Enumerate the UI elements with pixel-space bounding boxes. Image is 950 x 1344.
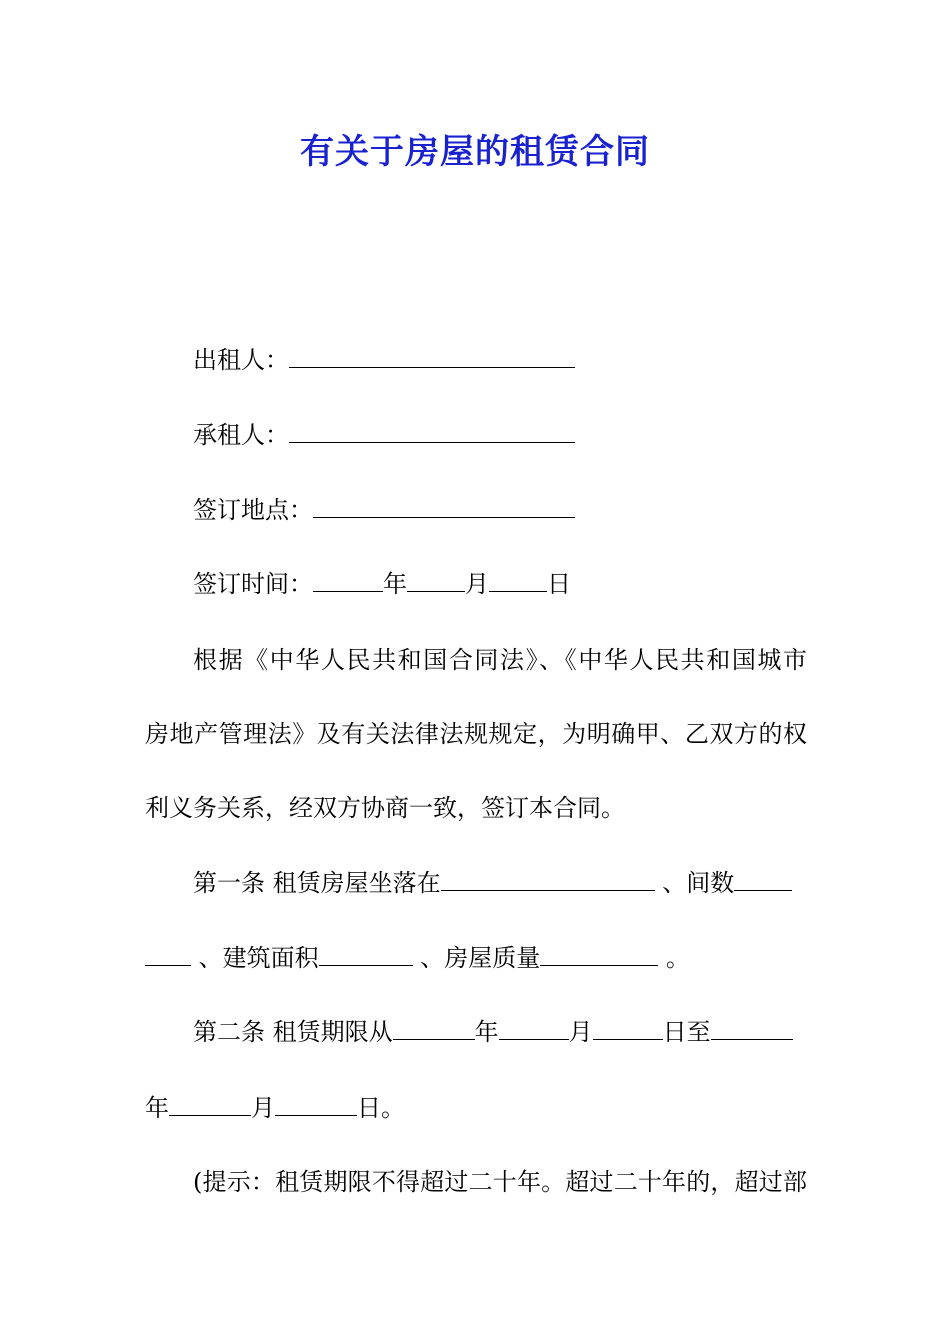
start-year-label: 年 [474, 1018, 499, 1046]
start-month-label: 月 [568, 1018, 593, 1046]
article-2-lead: 第二条 租赁期限从 [193, 1018, 393, 1046]
lessor-blank[interactable] [289, 345, 575, 368]
start-month-blank[interactable] [499, 1017, 569, 1040]
signing-month-blank[interactable] [407, 569, 465, 592]
lessor-label: 出租人： [193, 346, 289, 374]
signing-year-blank[interactable] [313, 569, 383, 592]
location-blank[interactable] [441, 868, 655, 891]
start-year-blank[interactable] [393, 1017, 475, 1040]
note-line-1: (提示：租赁期限不得超过二十年。超过二十年的，超过部 [193, 1168, 807, 1196]
article-1-end: 。 [665, 944, 690, 972]
quality-blank[interactable] [540, 943, 658, 966]
area-label: 、建筑面积 [198, 944, 319, 972]
article-2-line-1 [193, 1014, 807, 1050]
article-1-line-1 [193, 865, 807, 901]
end-month-label: 月 [251, 1094, 275, 1122]
preamble-line-3: 利义务关系，经双方协商一致，签订本合同。 [145, 794, 625, 822]
article-2-line-2 [145, 1090, 807, 1126]
lessor-line [193, 342, 807, 378]
start-day-blank[interactable] [593, 1017, 663, 1040]
area-blank[interactable] [319, 943, 413, 966]
day-label: 日 [547, 570, 571, 598]
rooms-blank-part1[interactable] [734, 868, 792, 891]
end-year-label: 年 [145, 1094, 169, 1122]
signing-place-blank[interactable] [313, 495, 575, 518]
rooms-label: 、间数 [662, 869, 735, 897]
signing-time-line [193, 566, 807, 602]
quality-label: 、房屋质量 [420, 944, 541, 972]
month-label: 月 [465, 570, 489, 598]
preamble-line-2: 房地产管理法》及有关法律法规规定，为明确甲、乙双方的权 [145, 720, 807, 748]
article-1-line-2 [145, 940, 807, 976]
end-year-blank[interactable] [711, 1017, 793, 1040]
end-day-blank[interactable] [275, 1093, 357, 1116]
article-1-lead: 第一条 租赁房屋坐落在 [193, 869, 441, 897]
end-month-blank[interactable] [169, 1093, 251, 1116]
lessee-blank[interactable] [289, 420, 575, 443]
document-title: 有关于房屋的租赁合同 [300, 132, 650, 172]
signing-time-label: 签订时间： [193, 570, 313, 598]
lessee-label: 承租人： [193, 421, 289, 449]
preamble-line-1: 根据《中华人民共和国合同法》、《中华人民共和国城市 [193, 646, 807, 674]
rooms-blank-part2[interactable] [145, 943, 191, 966]
lessee-line [193, 417, 807, 453]
end-day-label: 日。 [357, 1094, 405, 1122]
signing-place-label: 签订地点： [193, 496, 313, 524]
year-label: 年 [383, 570, 407, 598]
day-to-label: 日至 [662, 1018, 711, 1046]
signing-day-blank[interactable] [489, 569, 547, 592]
signing-place-line [193, 492, 807, 528]
